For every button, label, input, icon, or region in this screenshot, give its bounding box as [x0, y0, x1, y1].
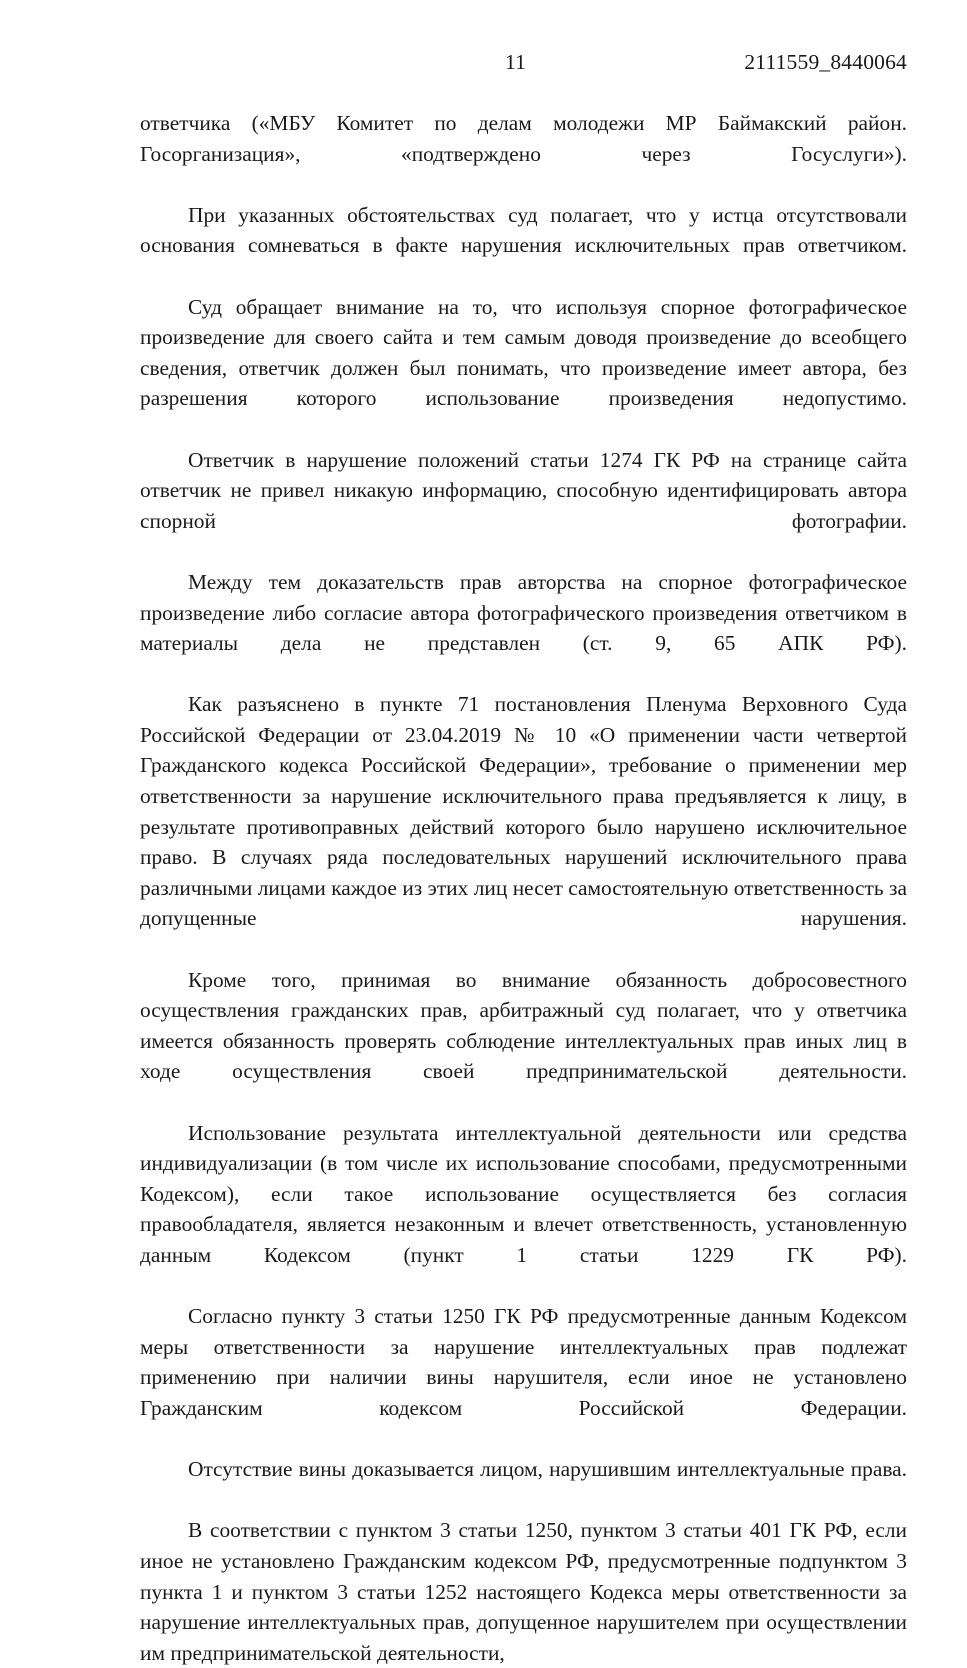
page-number: 11 [505, 50, 527, 74]
paragraph: Кроме того, принимая во внимание обязанность добросовестного осуществления гражданских прав, арбитражный суд полагает, что у ответчика имеется обязанность проверять соблюдение интеллектуальных прав иных лиц в ходе осуществления своей предпринимательской деятельности. [140, 967, 907, 1084]
paragraph: Использование результата интеллектуальной деятельности или средства индивидуализации (в том числе их использование способами, предусмотренными Кодексом), если такое использование осуществляется без согласия правообладателя, является незаконным и влечет ответственность, установленную данным Кодексом (пункт 1 статьи 1229 ГК РФ). [140, 1120, 907, 1267]
paragraph: Отсутствие вины доказывается лицом, нарушившим интеллектуальные права. [188, 1457, 907, 1482]
paragraph: В соответствии с пунктом 3 статьи 1250, пунктом 3 статьи 401 ГК РФ, если иное не установлено Гражданским кодексом РФ, предусмотренные подпунктом 3 пункта 1 и пунктом 3 статьи 1252 настоящего Кодекса меры ответственности за нарушение интеллектуальных прав, допущенное нарушителем при осуществлении им предпринимательской деятельности, [140, 1518, 907, 1665]
paragraph: Ответчик в нарушение положений статьи 1274 ГК РФ на странице сайта ответчик не привел никакую информацию, способную идентифицировать автора спорной фотографии. [140, 447, 907, 533]
document-body [140, 108, 907, 1668]
paragraph: Согласно пункту 3 статьи 1250 ГК РФ предусмотренные данным Кодексом меры ответственности за нарушение интеллектуальных прав подлежат применению при наличии вины нарушителя, если иное не установлено Гражданским кодексом Российской Федерации. [140, 1304, 907, 1420]
paragraph: Суд обращает внимание на то, что используя спорное фотографическое произведение для своего сайта и тем самым доводя произведение до всеобщего сведения, ответчик должен был понимать, что произведение имеет автора, без разрешения которого использование произведения недопустимо. [140, 294, 907, 411]
paragraph: При указанных обстоятельствах суд полагает, что у истца отсутствовали основания сомневаться в факте нарушения исключительных прав ответчиком. [140, 202, 907, 258]
paragraph: ответчика («МБУ Комитет по делам молодежи МР Баймакский район. Госорганизация», «подтверждено через Госуслуги»). [140, 111, 907, 166]
document-code: 2111559_8440064 [744, 50, 907, 74]
paragraph: Между тем доказательств прав авторства на спорное фотографическое произведение либо согласие автора фотографического произведения ответчиком в материалы дела не представлен (ст. 9, 65 АПК РФ). [140, 569, 907, 656]
paragraph: Как разъяснено в пункте 71 постановления Пленума Верховного Суда Российской Федерации от 23.04.2019 № 10 «О применении части четвертой Гражданского кодекса Российской Федерации», требование о применении мер ответственности за нарушение исключительного права предъявляется к лицу, в результате противоправных действий которого было нарушено исключительное право. В случаях ряда последовательных нарушений исключительного права различными лицами каждое из этих лиц несет самостоятельную ответственность за допущенные нарушения. [140, 692, 907, 931]
page-header [140, 50, 907, 78]
